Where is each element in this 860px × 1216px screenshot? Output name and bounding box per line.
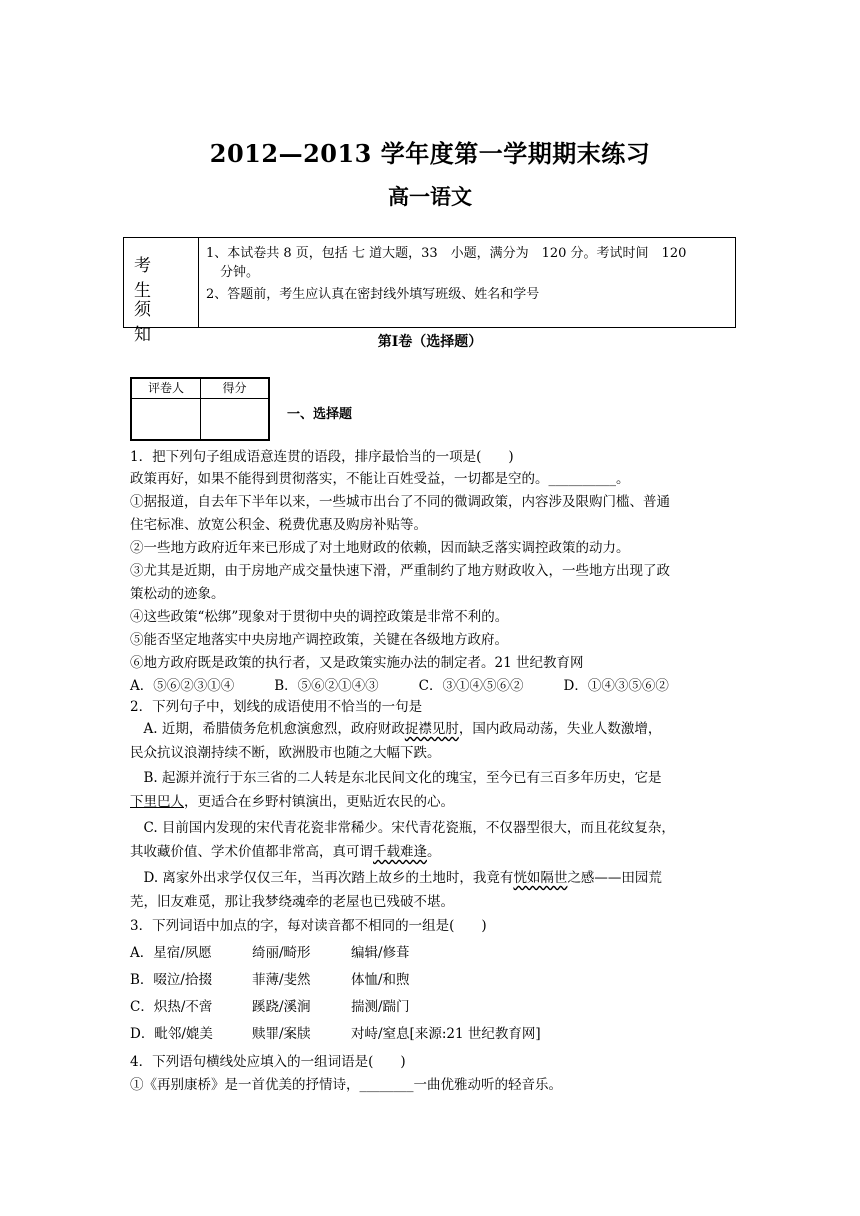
notice-item-1: 1、本试卷共 8 页，包括 七 道大题，33 小题，满分为 120 分。考试时间 120 [206,246,687,261]
q3-b-pair2: 菲薄/斐然 [252,972,311,988]
q2-b-text-post: ，更适合在乡野村镇演出，更贴近农民的心。 [184,794,454,810]
q2-c-idiom: 千载难逢 [373,844,427,860]
section-title: 第Ⅰ卷（选择题） [377,334,483,350]
q2-option-d-line1 [130,868,662,888]
q2-c-text-post: 。 [427,844,441,860]
score-grader-cell [132,399,201,439]
notice-label-line1: 考 生 [134,256,169,301]
q1-option-d: D．①④③⑤⑥② [563,678,669,694]
q1-option-b: B．⑤⑥②①④③ [274,678,379,694]
notice-label [124,238,199,345]
q3-stem: 3．下列词语中加点的字，每对读音都不相同的一组是( ) [130,918,487,934]
q1-sentence-3b: 策松动的迹象。 [130,586,225,602]
q1-sentence-1a: ①据报道，自去年下半年以来，一些城市出台了不同的微调政策，内容涉及限购门槛、普通 [130,494,670,510]
q2-a-text-post: ，国内政局动荡，失业人数激增， [458,721,662,737]
q3-c-pair1: C．炽热/不啻 [130,999,213,1015]
q3-b-pair3: 体恤/和煦 [351,972,410,988]
q2-a-text: A. 近期，希腊债务危机愈演愈烈，政府财政 [130,721,405,737]
notice-items [206,244,729,304]
q1-sentence-4: ④这些政策“松绑”现象对于贯彻中央的调控政策是非常不利的。 [130,609,509,625]
q4-sentence-1: ①《再别康桥》是一首优美的抒情诗，________一曲优雅动听的轻音乐。 [130,1077,562,1093]
q2-b-idiom: 下里巴人 [130,794,184,810]
q3-option-d [130,1024,541,1044]
q2-option-b-line1: B. 起源并流行于东三省的二人转是东北民间文化的瑰宝，至今已有三百多年历史，它是 [130,770,662,786]
page-title: 2012—2013 学年度第一学期期末练习 [209,139,651,168]
q3-b-pair1: B．啜泣/拾掇 [130,972,212,988]
q1-sentence-1b: 住宅标准、放宽公积金、税费优惠及购房补贴等。 [130,517,427,533]
q4-stem: 4．下列语句横线处应填入的一组词语是( ) [130,1054,406,1070]
q3-option-a [130,943,410,963]
q1-sentence-2: ②一些地方政府近年来已形成了对土地财政的依赖，因而缺乏落实调控政策的动力。 [130,540,630,556]
q1-stem: 1．把下列句子组成语意连贯的语段，排序最恰当的一项是( ) [130,449,514,465]
q3-c-pair2: 蹊跷/溪涧 [252,999,311,1015]
q1-sentence-6: ⑥地方政府既是政策的执行者，又是政策实施办法的制定者。21 世纪教育网 [130,655,584,671]
q2-a-idiom: 捉襟见肘 [404,721,459,737]
q2-option-c-line1: C. 目前国内发现的宋代青花瓷非常稀少。宋代青花瓷瓶，不仅器型很大，而且花纹复杂， [130,820,675,836]
section-heading: 一、选择题 [287,407,353,422]
q2-option-a-line1 [130,719,661,739]
q2-d-idiom: 恍如隔世 [513,870,568,886]
q2-option-a-line2: 民众抗议浪潮持续不断，欧洲股市也随之大幅下跌。 [130,745,441,761]
q3-d-pair1: D．毗邻/媲美 [130,1026,213,1042]
q3-c-pair3: 揣测/踹门 [351,999,410,1015]
q3-option-b [130,970,410,990]
q3-a-pair1: A．星宿/夙愿 [130,945,212,961]
q1-options [130,676,669,696]
q2-option-c-line2 [130,842,441,862]
score-table [130,377,270,441]
q3-d-pair3: 对峙/窒息[来源:21 世纪教育网] [351,1026,541,1042]
score-grader-header: 评卷人 [132,379,201,399]
q1-option-c: C．③①④⑤⑥② [418,678,524,694]
q2-d-text-post: 之感——田园荒 [567,870,662,886]
page-subtitle: 高一语文 [388,184,472,209]
notice-item-2: 2、答题前，考生应认真在密封线外填写班级、姓名和学号 [206,287,540,302]
q3-option-c [130,997,410,1017]
notice-item-1-cont: 分钟。 [220,265,260,280]
q2-d-text: D. 离家外出求学仅仅三年，当再次踏上故乡的土地时，我竟有 [130,870,514,886]
q2-option-d-line2: 芜，旧友难觅，那让我梦绕魂牵的老屋也已残破不堪。 [130,894,454,910]
notice-label-line2: 须 知 [134,300,169,345]
q3-d-pair2: 赎罪/案牍 [252,1026,311,1042]
q3-a-pair3: 编辑/修葺 [351,945,410,961]
score-points-header: 得分 [201,379,268,399]
q2-c-text: 其收藏价值、学术价值都非常高，真可谓 [130,844,373,860]
q2-option-b-line2 [130,792,454,812]
q1-text: 政策再好，如果不能得到贯彻落实，不能让百姓受益，一切都是空的。__________。 [130,471,630,487]
q2-stem: 2．下列句子中，划线的成语使用不恰当的一句是 [130,699,423,715]
q1-sentence-5: ⑤能否坚定地落实中央房地产调控政策，关键在各级地方政府。 [130,632,508,648]
q1-option-a: A．⑤⑥②③①④ [130,678,235,694]
q1-sentence-3a: ③尤其是近期，由于房地产成交量快速下滑，严重制约了地方财政收入，一些地方出现了政 [130,563,670,579]
q3-a-pair2: 绮丽/畸形 [252,945,311,961]
